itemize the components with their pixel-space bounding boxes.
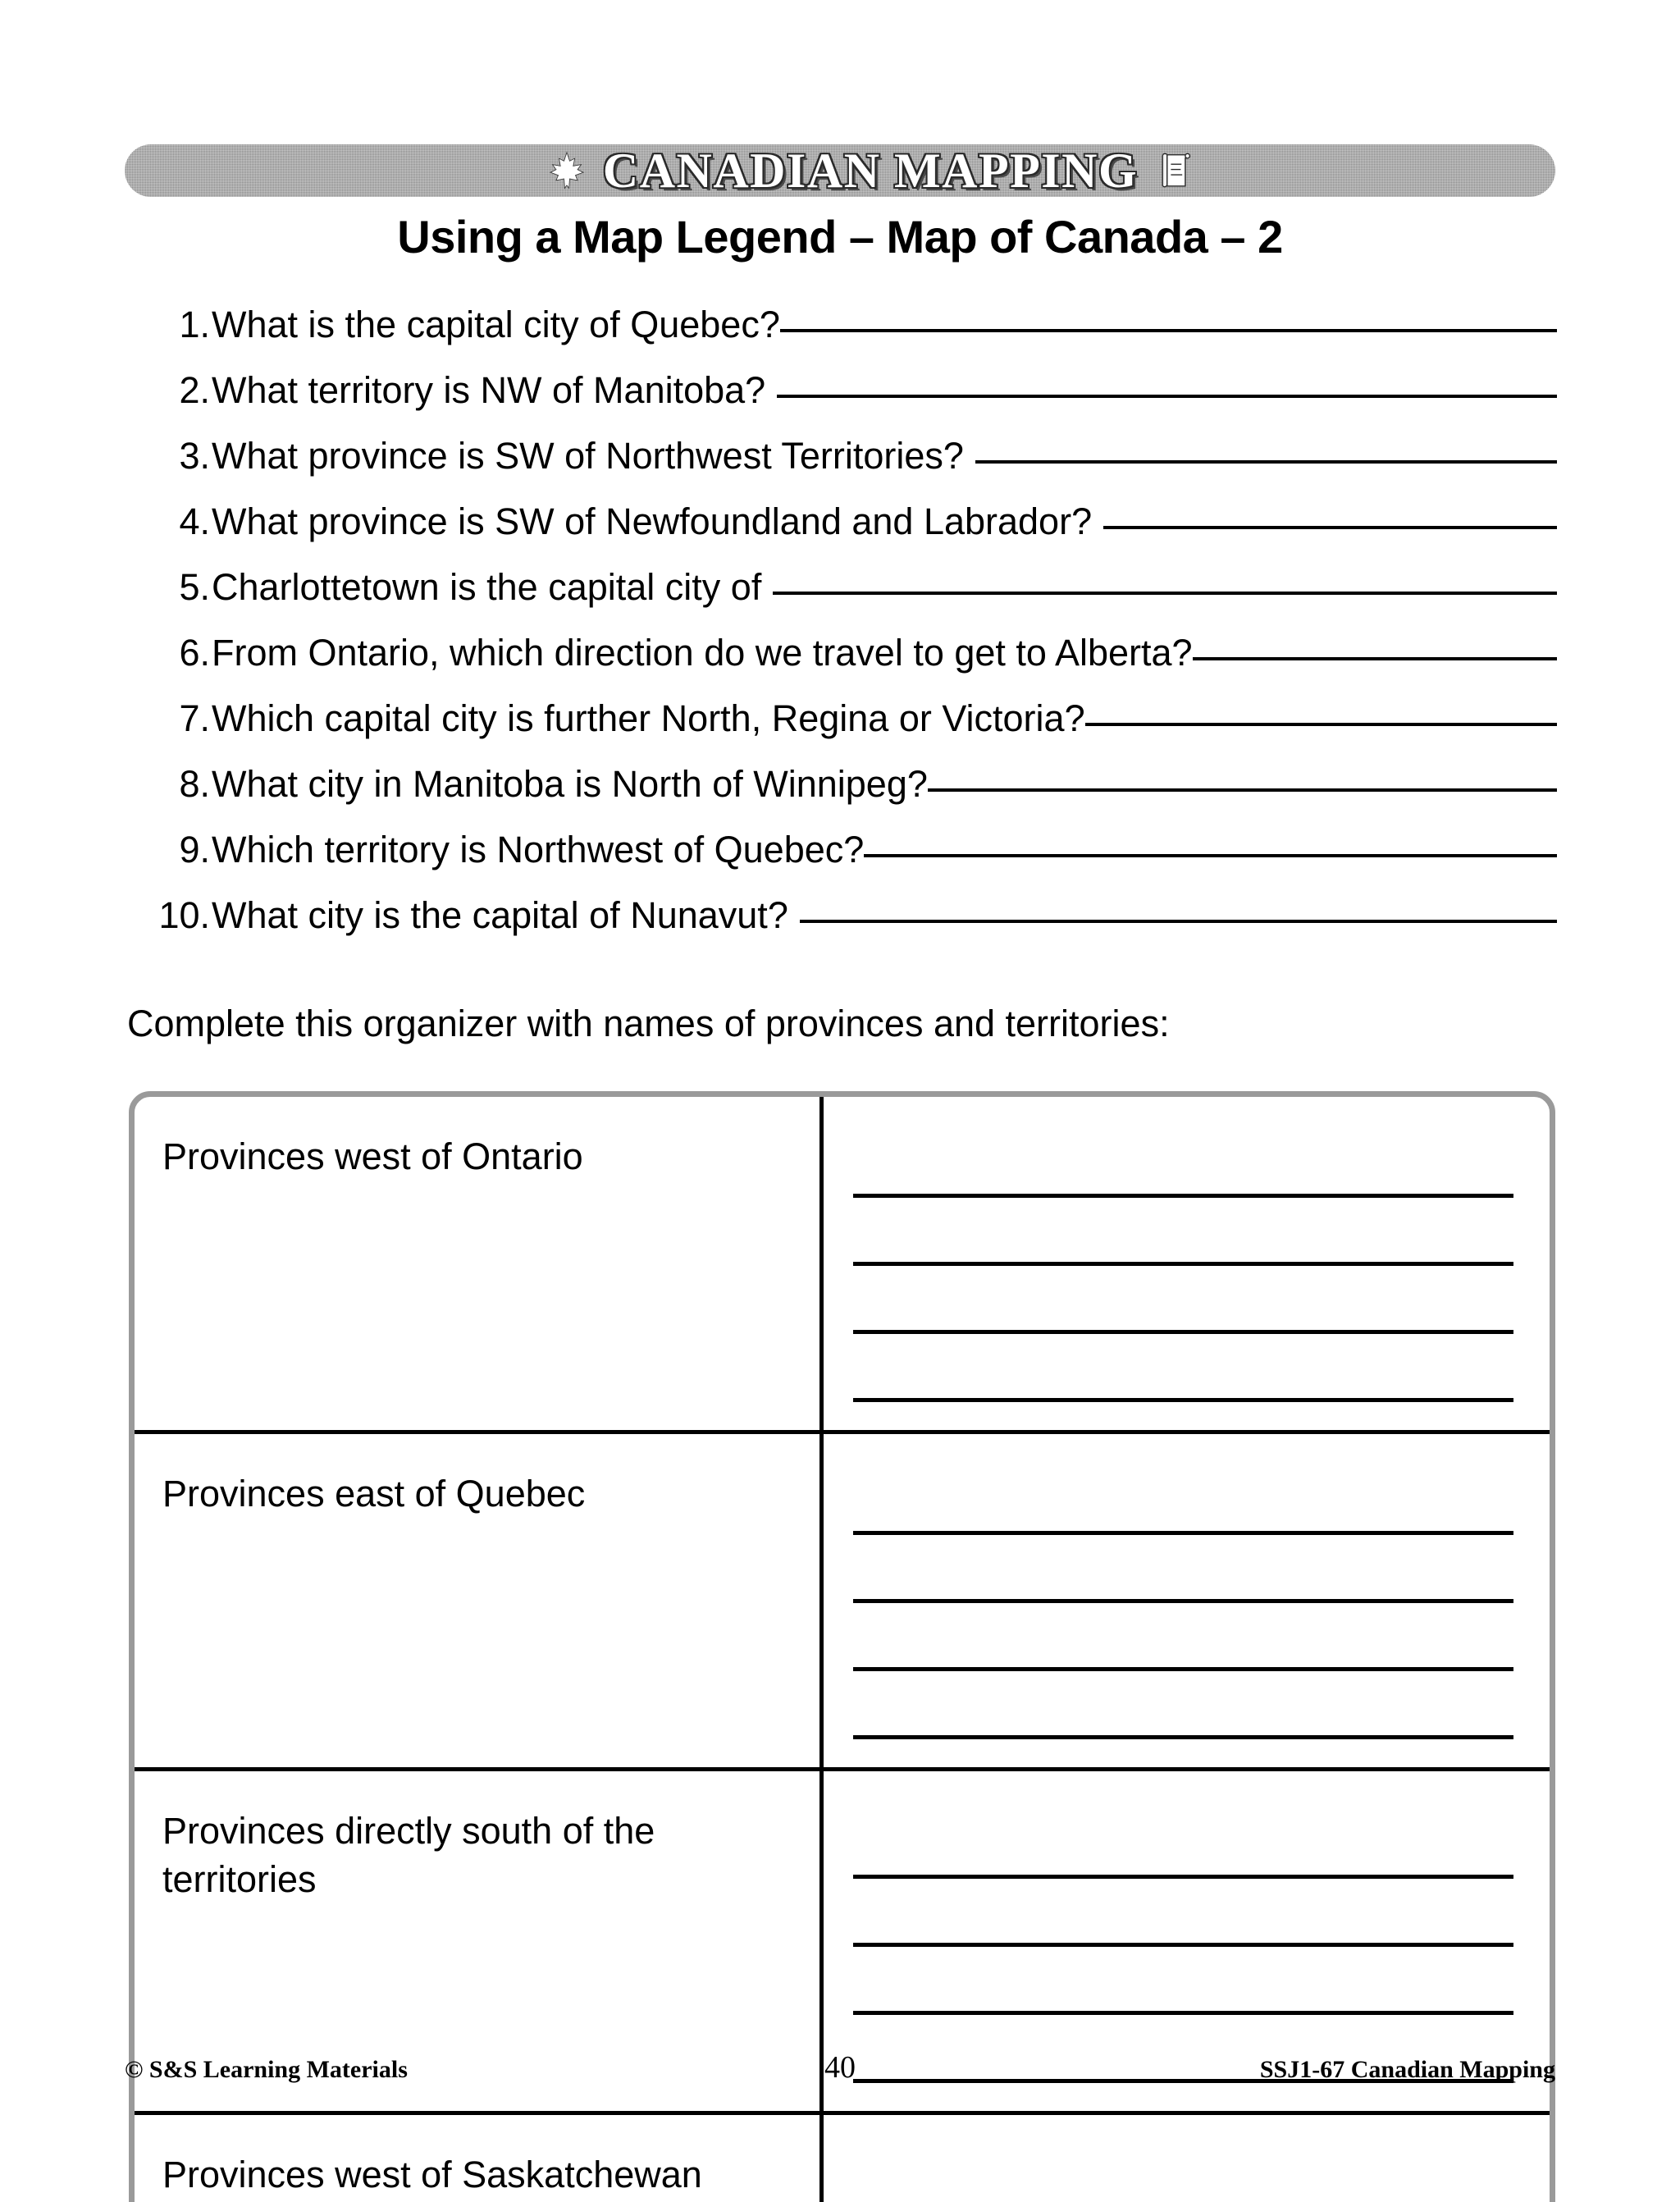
answer-line[interactable]	[853, 1879, 1513, 1947]
header-banner	[125, 144, 1555, 197]
question-row	[149, 435, 1557, 500]
question-row	[149, 369, 1557, 435]
question-number: 9.	[179, 829, 210, 870]
answer-line[interactable]	[853, 1603, 1513, 1671]
answer-line[interactable]	[853, 1130, 1513, 1198]
row-label: Provinces directly south of the territories	[135, 1771, 824, 2111]
answer-line[interactable]	[853, 1671, 1513, 1739]
question-text: From Ontario, which direction do we travel to get to Alberta?	[212, 632, 1193, 674]
question-text: Charlottetown is the capital city of	[212, 566, 762, 608]
row-label: Provinces east of Quebec	[135, 1434, 824, 1767]
question-number: 6.	[179, 632, 210, 674]
banner-title: CANADIAN MAPPING	[602, 144, 1139, 198]
question-text: Which territory is Northwest of Quebec?	[212, 829, 865, 870]
question-text: What is the capital city of Quebec?	[212, 304, 780, 345]
question-number: 1.	[179, 304, 210, 345]
answer-blank[interactable]	[1103, 526, 1557, 529]
answer-line[interactable]	[853, 1334, 1513, 1402]
footer-code: SSJ1-67 Canadian Mapping	[1259, 2056, 1555, 2083]
footer-copyright: © S&S Learning Materials	[125, 2056, 408, 2083]
answer-line[interactable]	[853, 1266, 1513, 1334]
question-row	[149, 304, 1557, 369]
question-number: 2.	[179, 369, 210, 411]
answer-blank[interactable]	[1193, 657, 1557, 660]
header-banner-content	[549, 144, 1194, 198]
answer-line[interactable]	[853, 1535, 1513, 1603]
question-number: 4.	[179, 500, 210, 542]
answer-blank[interactable]	[928, 788, 1557, 792]
question-text: Which capital city is further North, Regina or Victoria?	[212, 697, 1085, 739]
footer-page-number: 40	[824, 2050, 856, 2085]
question-number: 8.	[179, 763, 210, 805]
answer-line[interactable]	[853, 1467, 1513, 1535]
answer-line[interactable]	[853, 2156, 1513, 2202]
question-number: 3.	[179, 435, 210, 477]
question-text: What province is SW of Newfoundland and Labrador?	[212, 500, 1093, 542]
question-row	[149, 632, 1557, 697]
question-text: What territory is NW of Manitoba?	[212, 369, 766, 411]
organizer-table	[129, 1091, 1555, 2202]
table-row	[135, 2115, 1550, 2202]
question-row	[149, 763, 1557, 829]
question-number: 10.	[158, 894, 210, 936]
question-row	[149, 894, 1557, 960]
questions-list	[149, 304, 1557, 960]
maple-leaf-icon	[549, 151, 585, 190]
question-text: What province is SW of Northwest Territories?	[212, 435, 964, 477]
answer-line[interactable]	[853, 1947, 1513, 2015]
answer-blank[interactable]	[975, 460, 1557, 464]
page-subtitle: Using a Map Legend – Map of Canada – 2	[397, 211, 1283, 263]
row-answer-area	[824, 1097, 1550, 1430]
question-text: What city is the capital of Nunavut?	[212, 894, 788, 936]
question-number: 5.	[179, 566, 210, 608]
answer-blank[interactable]	[800, 920, 1557, 923]
table-row	[135, 1434, 1550, 1771]
page-footer	[125, 2049, 1555, 2086]
question-number: 7.	[179, 697, 210, 739]
row-label: Provinces west of Saskatchewan	[135, 2115, 824, 2202]
question-row	[149, 566, 1557, 632]
organizer-instruction: Complete this organizer with names of provinces and territories:	[127, 1003, 1170, 1044]
answer-blank[interactable]	[777, 395, 1557, 398]
row-label: Provinces west of Ontario	[135, 1097, 824, 1430]
question-text: What city in Manitoba is North of Winnipeg?	[212, 763, 928, 805]
table-row	[135, 1097, 1550, 1434]
row-answer-area	[824, 1434, 1550, 1767]
question-row	[149, 500, 1557, 566]
question-row	[149, 829, 1557, 894]
answer-blank[interactable]	[1085, 723, 1557, 726]
row-answer-area	[824, 2115, 1550, 2202]
scroll-map-icon	[1156, 149, 1194, 192]
answer-blank[interactable]	[780, 329, 1557, 332]
question-row	[149, 697, 1557, 763]
answer-line[interactable]	[853, 1198, 1513, 1266]
answer-blank[interactable]	[773, 592, 1557, 595]
answer-line[interactable]	[853, 1811, 1513, 1879]
answer-blank[interactable]	[864, 854, 1557, 857]
